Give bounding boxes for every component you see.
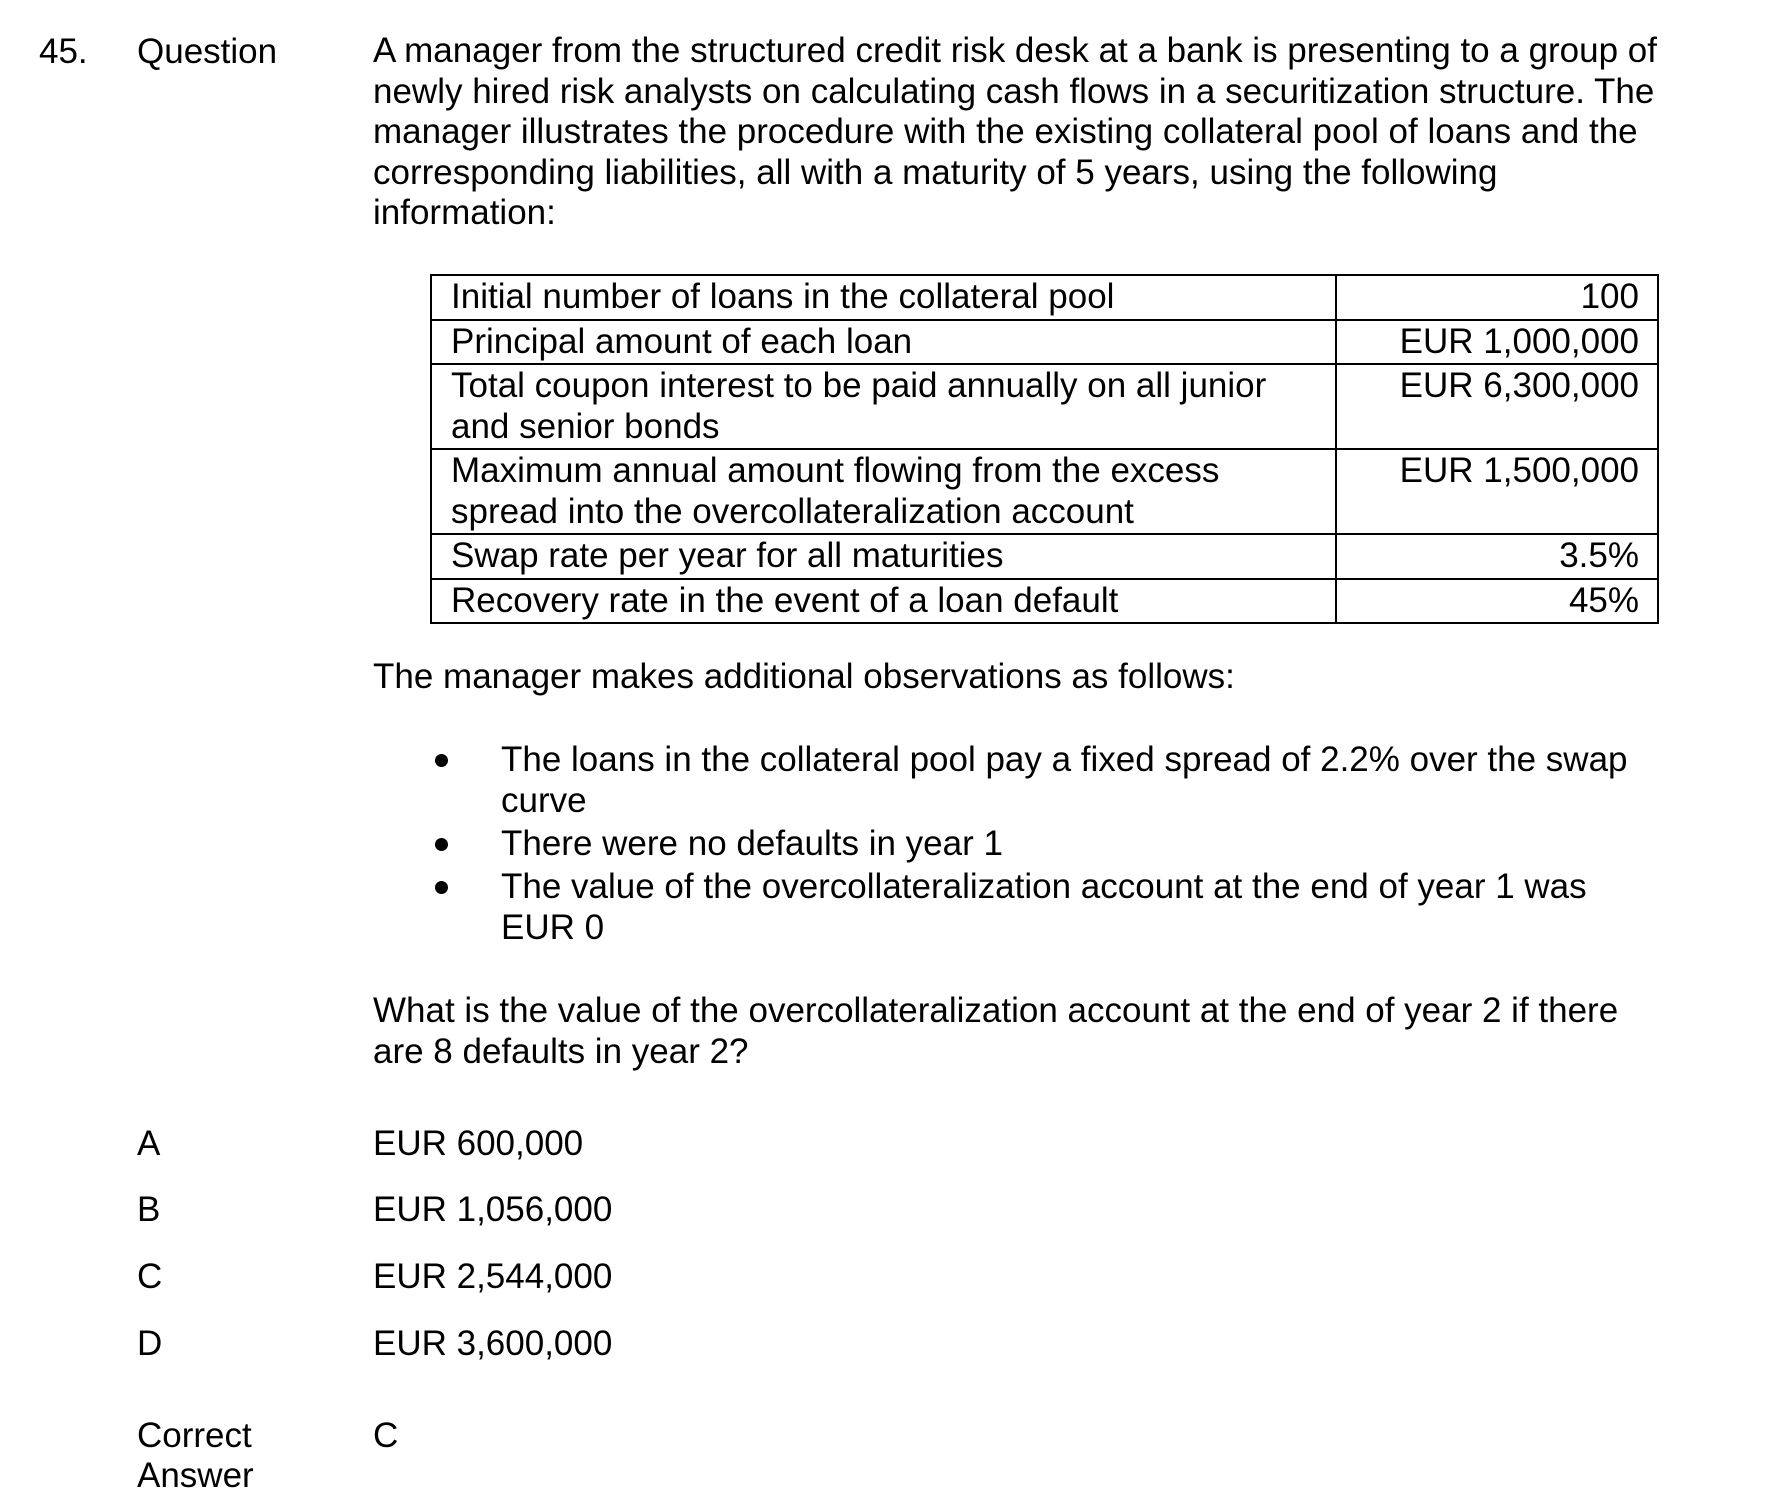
table-cell-value: 3.5%	[1336, 534, 1658, 579]
observation-item	[501, 824, 1003, 865]
option-text-a: EUR 600,000	[373, 1124, 584, 1163]
stem-line: corresponding liabilities, all with a maturity of 5 years, using the following	[373, 152, 1498, 192]
table-row	[431, 449, 1658, 534]
question-stem	[373, 31, 1753, 234]
correct-answer-label	[137, 1416, 254, 1496]
observation-line: curve	[501, 780, 587, 820]
info-table	[430, 274, 1659, 624]
answer-label-line: Correct	[137, 1416, 252, 1455]
table-row	[431, 534, 1658, 579]
bullet-icon	[435, 838, 448, 851]
table-cell-value: EUR 1,000,000	[1336, 320, 1658, 365]
observation-line: There were no defaults in year 1	[501, 824, 1003, 863]
table-cell-value: 45%	[1336, 579, 1658, 624]
cell-text: Maximum annual amount flowing from the excess	[451, 451, 1220, 490]
option-text-c: EUR 2,544,000	[373, 1257, 613, 1296]
cell-text: Total coupon interest to be paid annually on all junior	[451, 366, 1267, 405]
table-cell-label	[431, 579, 1336, 624]
question-number: 45.	[39, 32, 88, 71]
observation-item	[501, 740, 1628, 821]
bullet-icon	[435, 754, 448, 767]
cell-text: Initial number of loans in the collateral pool	[451, 277, 1115, 316]
correct-answer-value: C	[373, 1416, 399, 1455]
option-text-b: EUR 1,056,000	[373, 1190, 613, 1229]
bullet-icon	[435, 881, 448, 894]
question-prompt	[373, 991, 1753, 1072]
table-cell-label	[431, 449, 1336, 534]
cell-text: Principal amount of each loan	[451, 321, 913, 361]
cell-text: Swap rate per year for all maturities	[451, 536, 1004, 575]
table-row	[431, 275, 1658, 320]
observation-line: EUR 0	[501, 907, 605, 947]
cell-text: spread into the overcollateralization account	[451, 491, 1134, 531]
cell-text: Recovery rate in the event of a loan default	[451, 580, 1119, 620]
observation-line: The loans in the collateral pool pay a fixed spread of 2.2% over the swap	[501, 740, 1628, 779]
table-row	[431, 364, 1658, 449]
option-letter-b: B	[137, 1190, 161, 1229]
prompt-line: are 8 defaults in year 2?	[373, 1031, 749, 1071]
table-cell-value: EUR 6,300,000	[1336, 364, 1658, 449]
table-cell-value: EUR 1,500,000	[1336, 449, 1658, 534]
stem-line: information:	[373, 193, 556, 232]
observation-item	[501, 867, 1587, 948]
table-cell-label	[431, 364, 1336, 449]
table-cell-label	[431, 534, 1336, 579]
table-cell-label	[431, 320, 1336, 365]
prompt-line: What is the value of the overcollateralization account at the end of year 2 if there	[373, 991, 1619, 1030]
stem-line: A manager from the structured credit risk desk at a bank is presenting to a group of	[373, 31, 1657, 70]
option-letter-d: D	[137, 1324, 163, 1363]
observations-intro: The manager makes additional observations as follows:	[373, 657, 1235, 696]
cell-text: and senior bonds	[451, 406, 720, 446]
table-row	[431, 320, 1658, 365]
table-row	[431, 579, 1658, 624]
stem-line: newly hired risk analysts on calculating cash flows in a securitization structure. The	[373, 71, 1655, 111]
observation-line: The value of the overcollateralization account at the end of year 1 was	[501, 867, 1587, 906]
stem-line: manager illustrates the procedure with the existing collateral pool of loans and the	[373, 112, 1638, 151]
option-letter-c: C	[137, 1257, 163, 1296]
answer-label-line: Answer	[137, 1456, 254, 1495]
option-text-d: EUR 3,600,000	[373, 1324, 613, 1363]
option-letter-a: A	[137, 1124, 161, 1163]
table-cell-label	[431, 275, 1336, 320]
table-cell-value: 100	[1336, 275, 1658, 320]
question-label: Question	[137, 32, 278, 71]
